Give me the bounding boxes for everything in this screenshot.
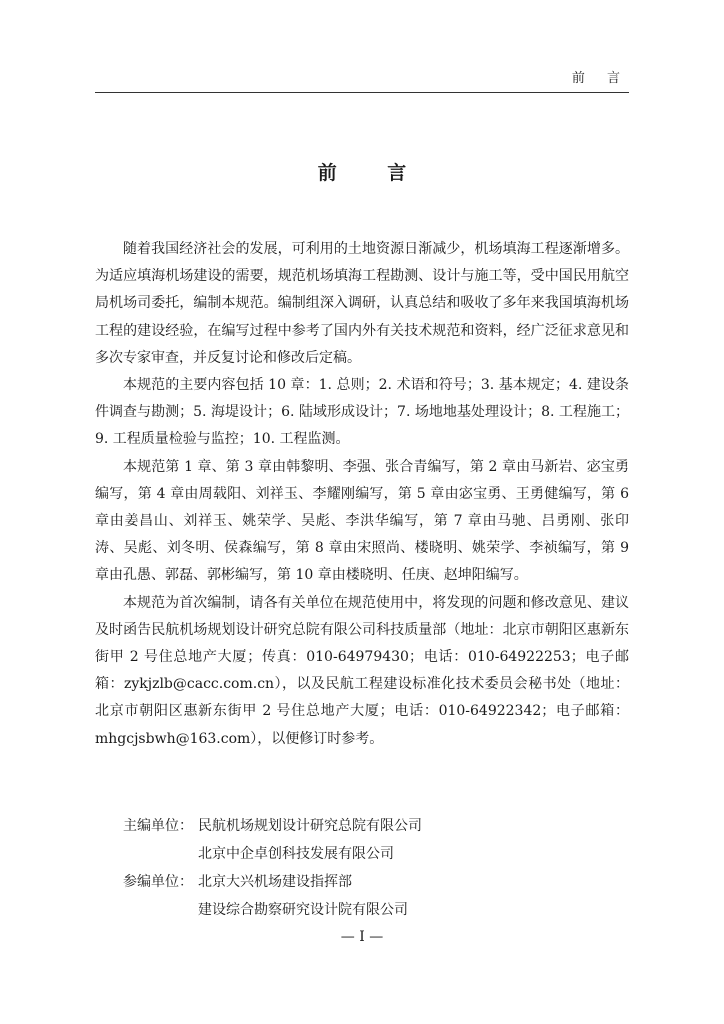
paragraph-feedback: 本规范为首次编制，请各有关单位在规范使用中，将发现的问题和修改意见、建议及时函告民航机场规划设计研究总院有限公司科技质量部（地址：北京市朝阳区惠新东街甲 2 号住总地产大厦；传真：010-64979430；电话：010-64922253；电子邮箱：zykjzlb@cacc.com.cn），以及民航工程建设标准化技术委员会秘书处（地址：北京市朝阳区惠新东街甲 2 号住总地产大厦；电话：010-64922342；电子邮箱：mhgcjsbwh@163.com），以便修订时参考。	[95, 594, 629, 747]
chief-editor-unit: 民航机场规划设计研究总院有限公司	[198, 818, 422, 834]
paragraph-background: 随着我国经济社会的发展，可利用的土地资源日渐减少，机场填海工程逐渐增多。为适应填海机场建设的需要，规范机场填海工程勘测、设计与施工等，受中国民用航空局机场司委托，编制本规范。编制组深入调研，认真总结和吸收了多年来我国填海机场工程的建设经验，在编写过程中参考了国内外有关技术规范和资料，经广泛征求意见和多次专家审查，并反复讨论和修改后定稿。	[95, 241, 629, 366]
chief-editor-list	[198, 812, 422, 868]
editing-units	[123, 812, 422, 924]
paragraph-authors: 本规范第 1 章、第 3 章由韩黎明、李强、张合青编写，第 2 章由马新岩、宓宝勇编写，第 4 章由周载阳、刘祥玉、李耀刚编写，第 5 章由宓宝勇、王勇健编写，第 6 章由姜昌山、刘祥玉、姚荣学、吴彪、李洪华编写，第 7 章由马驰、吕勇刚、张印涛、吴彪、刘冬明、侯森编写，第 8 章由宋照尚、楼晓明、姚荣学、李祯编写，第 9 章由孔愚、郭磊、郭彬编写，第 10 章由楼晓明、任庚、赵坤阳编写。	[95, 458, 629, 584]
page-title: 前 言	[317, 162, 429, 184]
co-editor-label: 参编单位：	[123, 874, 193, 890]
running-header-title: 前 言	[571, 71, 629, 86]
chief-editor-label: 主编单位：	[123, 818, 193, 834]
paragraph-contents: 本规范的主要内容包括 10 章：1. 总则；2. 术语和符号；3. 基本规定；4. 建设条件调查与勘测；5. 海堤设计；6. 陆域形成设计；7. 场地地基处理设计；8. 工程施工；9. 工程质量检验与监控；10. 工程监测。	[95, 377, 629, 448]
co-editor-units	[123, 868, 422, 924]
co-editor-unit: 建设综合勘察研究设计院有限公司	[198, 902, 408, 918]
running-header	[95, 66, 629, 93]
page-number: — I —	[340, 929, 384, 945]
co-editor-unit: 北京大兴机场建设指挥部	[198, 874, 352, 890]
preface-body	[95, 236, 629, 753]
co-editor-list	[198, 868, 408, 924]
chief-editor-unit: 北京中企卓创科技发展有限公司	[198, 846, 394, 862]
chief-editor-units	[123, 812, 422, 868]
